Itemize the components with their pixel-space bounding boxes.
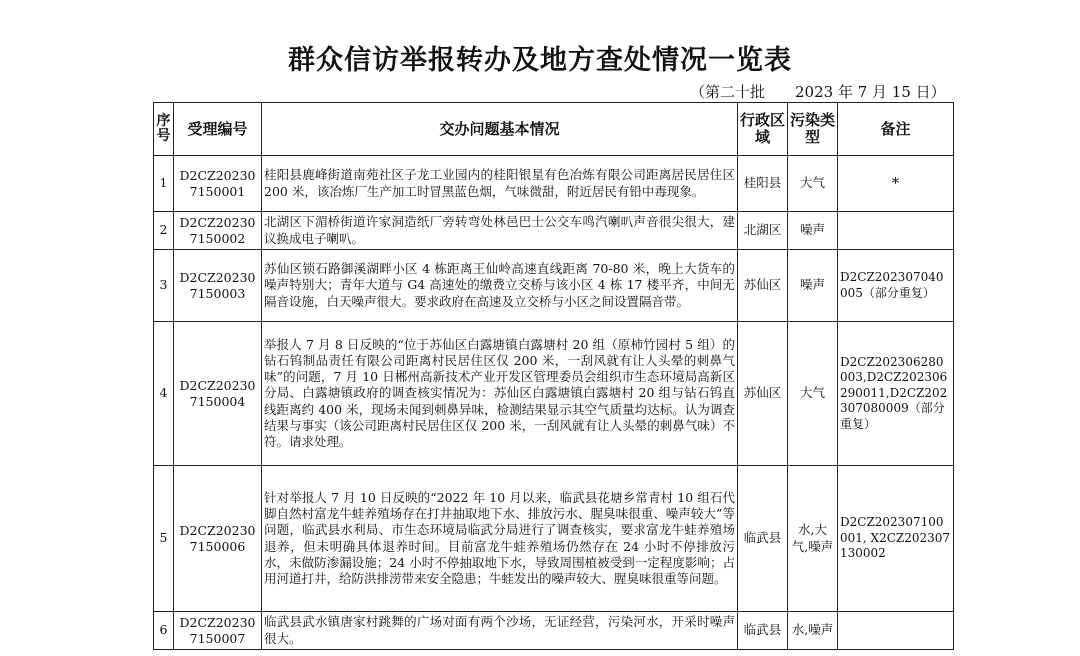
table-header-row bbox=[154, 103, 954, 156]
table-row bbox=[154, 322, 954, 466]
row-desc: 苏仙区锁石路御溪湖畔小区 4 栋距离王仙岭高速直线距离 70-80 米，晚上大货车的噪声特别大；青年大道与 G4 高速处的缴费立交桥与该小区 4 栋 17 楼平齐，中间无隔音设施，白天噪声很大。要求政府在高速及立交桥与小区之间设置隔音带。 bbox=[262, 250, 738, 322]
row-region: 临武县 bbox=[738, 466, 788, 612]
table-row bbox=[154, 612, 954, 650]
row-note: D2CZ202307040005（部分重复） bbox=[838, 250, 954, 322]
row-note bbox=[838, 212, 954, 250]
row-code: D2CZ202307150007 bbox=[174, 612, 262, 650]
row-region: 苏仙区 bbox=[738, 250, 788, 322]
row-region: 北湖区 bbox=[738, 212, 788, 250]
row-desc: 举报人 7 月 8 日反映的“位于苏仙区白露塘镇白露塘村 20 组（原柿竹园村 5 组）的钻石钨制品责任有限公司距离村民居住区仅 200 米，一刮风就有让人头晕的刺鼻气味”的问题，7 月 10 日郴州高新技术产业开发区管理委员会组织市生态环境局高新区分局、白露塘镇政府的调查核实情况为：苏仙区白露塘镇白露塘村 20 组与钻石钨直线距离约 400 米，现场未闻到刺鼻异味，检测结果显示其空气质量均达标。认为调查结果与事实（该公司距离村民居住区仅 200 米，一刮风就有让人头晕的刺鼻气味）不符。请求处理。 bbox=[262, 322, 738, 466]
complaints-table bbox=[153, 102, 954, 650]
header-desc: 交办问题基本情况 bbox=[262, 103, 738, 156]
row-region: 桂阳县 bbox=[738, 156, 788, 212]
row-code: D2CZ202307150006 bbox=[174, 466, 262, 612]
table-row bbox=[154, 250, 954, 322]
table-row bbox=[154, 156, 954, 212]
header-type: 污染类型 bbox=[788, 103, 838, 156]
row-seq: 3 bbox=[154, 250, 174, 322]
table-row bbox=[154, 466, 954, 612]
row-region: 临武县 bbox=[738, 612, 788, 650]
row-type: 噪声 bbox=[788, 250, 838, 322]
row-desc: 针对举报人 7 月 10 日反映的“2022 年 10 月以来，临武县花塘乡常青村 10 组石代脚自然村富龙牛蛙养殖场存在打井抽取地下水、排放污水、腥臭味很重、噪声较大”等问题，临武县水利局、市生态环境局临武分局进行了调查核实，要求富龙牛蛙养殖场退养，但未明确具体退养时间。目前富龙牛蛙养殖场仍然存在 24 小时不停排放污水，未做防渗漏设施；24 小时不停抽取地下水，导致周围植被受到一定程度影响；占用河道打井，给防洪排涝带来安全隐患；牛蛙发出的噪声较大、腥臭味很重等问题。 bbox=[262, 466, 738, 612]
row-type: 水,噪声 bbox=[788, 612, 838, 650]
row-seq: 5 bbox=[154, 466, 174, 612]
row-note: D2CZ202307100001, X2CZ202307130002 bbox=[838, 466, 954, 612]
row-seq: 2 bbox=[154, 212, 174, 250]
row-type: 噪声 bbox=[788, 212, 838, 250]
row-desc: 桂阳县鹿峰街道南苑社区子龙工业园内的桂阳银星有色冶炼有限公司距离居民居住区 200 米，该冶炼厂生产加工时冒黑蓝色烟，气味微甜，附近居民有铅中毒现象。 bbox=[262, 156, 738, 212]
row-code: D2CZ202307150004 bbox=[174, 322, 262, 466]
document-subtitle: （第二十批 2023 年 7 月 15 日） bbox=[690, 83, 946, 101]
row-note bbox=[838, 612, 954, 650]
row-type: 水,大气,噪声 bbox=[788, 466, 838, 612]
row-type: 大气 bbox=[788, 156, 838, 212]
table-row bbox=[154, 212, 954, 250]
row-type: 大气 bbox=[788, 322, 838, 466]
row-note: D2CZ202306280003,D2CZ202306290011,D2CZ202307080009（部分重复） bbox=[838, 322, 954, 466]
row-seq: 6 bbox=[154, 612, 174, 650]
row-desc: 临武县武水镇唐家村跳舞的广场对面有两个沙场，无证经营，污染河水，开采时噪声很大。 bbox=[262, 612, 738, 650]
header-code: 受理编号 bbox=[174, 103, 262, 156]
header-note: 备注 bbox=[838, 103, 954, 156]
row-desc: 北湖区下湄桥街道许家洞造纸厂旁转弯处林邑巴士公交车鸣汽喇叭声音很尖很大，建议换成电子喇叭。 bbox=[262, 212, 738, 250]
row-region: 苏仙区 bbox=[738, 322, 788, 466]
row-code: D2CZ202307150001 bbox=[174, 156, 262, 212]
row-seq: 1 bbox=[154, 156, 174, 212]
header-seq: 序号 bbox=[154, 103, 174, 156]
document-title: 群众信访举报转办及地方查处情况一览表 bbox=[288, 45, 792, 76]
header-region: 行政区域 bbox=[738, 103, 788, 156]
row-code: D2CZ202307150003 bbox=[174, 250, 262, 322]
row-code: D2CZ202307150002 bbox=[174, 212, 262, 250]
row-note: * bbox=[838, 156, 954, 212]
row-seq: 4 bbox=[154, 322, 174, 466]
